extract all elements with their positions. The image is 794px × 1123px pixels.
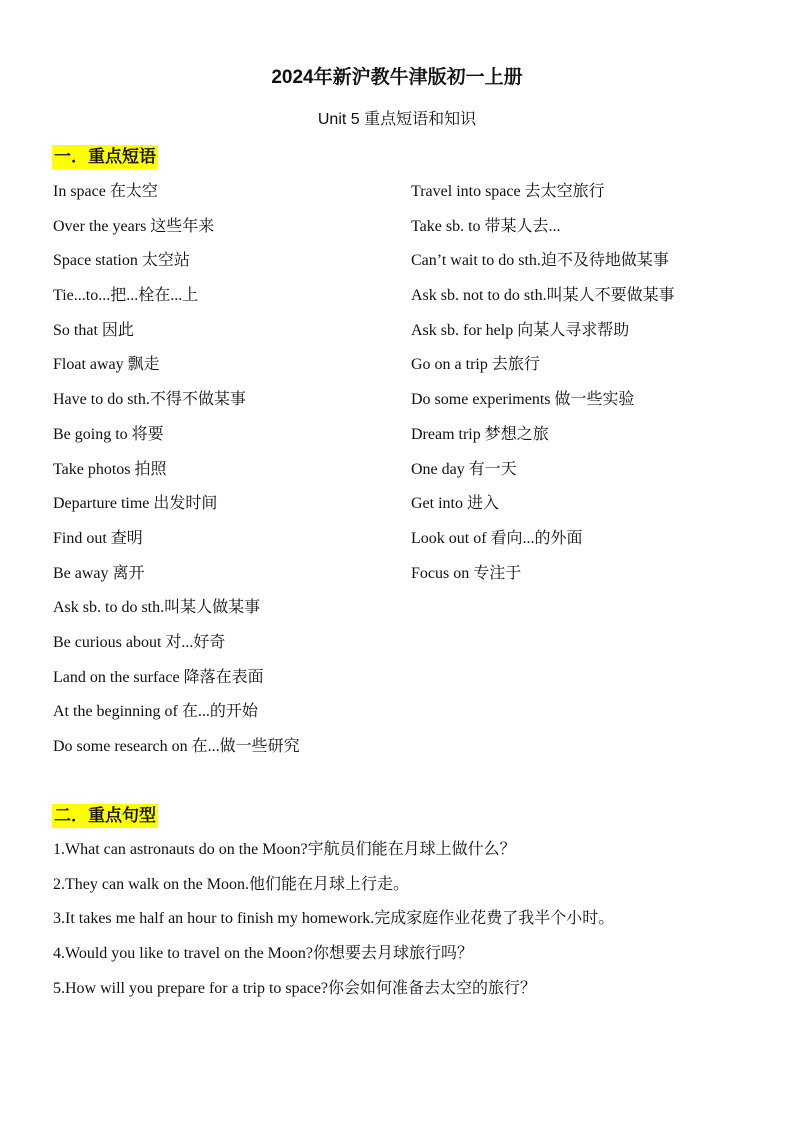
- phrase-item: Do some research on 在...做一些研究: [53, 738, 300, 755]
- phrase-item: Be curious about 对...好奇: [53, 633, 226, 651]
- phrase-item: In space 在太空: [53, 183, 158, 200]
- phrase-item: Dream trip 梦想之旅: [411, 425, 549, 443]
- sentence-item: 4.Would you like to travel on the Moon?你想要去月球旅行吗？: [53, 945, 474, 963]
- sentence-list: [53, 839, 614, 1012]
- phrase-item: Take sb. to 带某人去...: [411, 217, 561, 235]
- section-heading-sentences: 二．重点句型: [52, 804, 158, 828]
- phrase-item: Space station 太空站: [53, 252, 190, 270]
- phrase-item: At the beginning of 在...的开始: [53, 703, 258, 721]
- phrase-item: Do some experiments 做一些实验: [411, 391, 635, 409]
- phrase-item: Land on the surface 降落在表面: [53, 668, 264, 686]
- phrase-item: Have to do sth.不得不做某事: [53, 391, 246, 409]
- phrase-item: Can’t wait to do sth.迫不及待地做某事: [411, 252, 669, 270]
- phrase-item: Travel into space 去太空旅行: [411, 183, 605, 200]
- phrase-item: Go on a trip 去旅行: [411, 356, 540, 374]
- phrase-item: Ask sb. for help 向某人寻求帮助: [411, 321, 630, 339]
- phrase-item: Over the years 这些年来: [53, 217, 215, 235]
- phrase-item: Focus on 专注于: [411, 564, 522, 582]
- sentence-item: 1.What can astronauts do on the Moon?宇航员们能在月球上做什么？: [53, 841, 516, 858]
- sentence-item: 3.It takes me half an hour to finish my homework.完成家庭作业花费了我半个小时。: [53, 910, 615, 928]
- phrase-item: Be going to 将要: [53, 425, 164, 443]
- phrase-item: Look out of 看向...的外面: [411, 529, 583, 547]
- phrase-item: Ask sb. not to do sth.叫某人不要做某事: [411, 287, 675, 305]
- phrase-item: Be away 离开: [53, 564, 145, 582]
- section-heading-phrases: 一．重点短语: [52, 145, 158, 169]
- phrase-item: Take photos 拍照: [53, 460, 167, 478]
- sentence-item: 2.They can walk on the Moon.他们能在月球上行走。: [53, 875, 409, 893]
- sentence-item: 5.How will you prepare for a trip to space?你会如何准备去太空的旅行？: [53, 979, 537, 997]
- phrase-item: Float away 飘走: [53, 356, 160, 374]
- phrase-item: So that 因此: [53, 321, 134, 339]
- page-subtitle: Unit 5 重点短语和知识: [317, 111, 477, 128]
- phrase-column-left: [53, 181, 300, 771]
- phrase-item: Find out 查明: [53, 529, 143, 547]
- phrase-item: Ask sb. to do sth.叫某人做某事: [53, 599, 261, 617]
- phrase-column-right: [411, 181, 675, 597]
- phrase-item: One day 有一天: [411, 460, 517, 478]
- phrase-item: Departure time 出发时间: [53, 495, 218, 513]
- page-title: 2024年新沪教牛津版初一上册: [271, 67, 523, 88]
- phrase-item: Get into 进入: [411, 495, 499, 513]
- phrase-item: Tie...to...把...栓在...上: [53, 287, 199, 305]
